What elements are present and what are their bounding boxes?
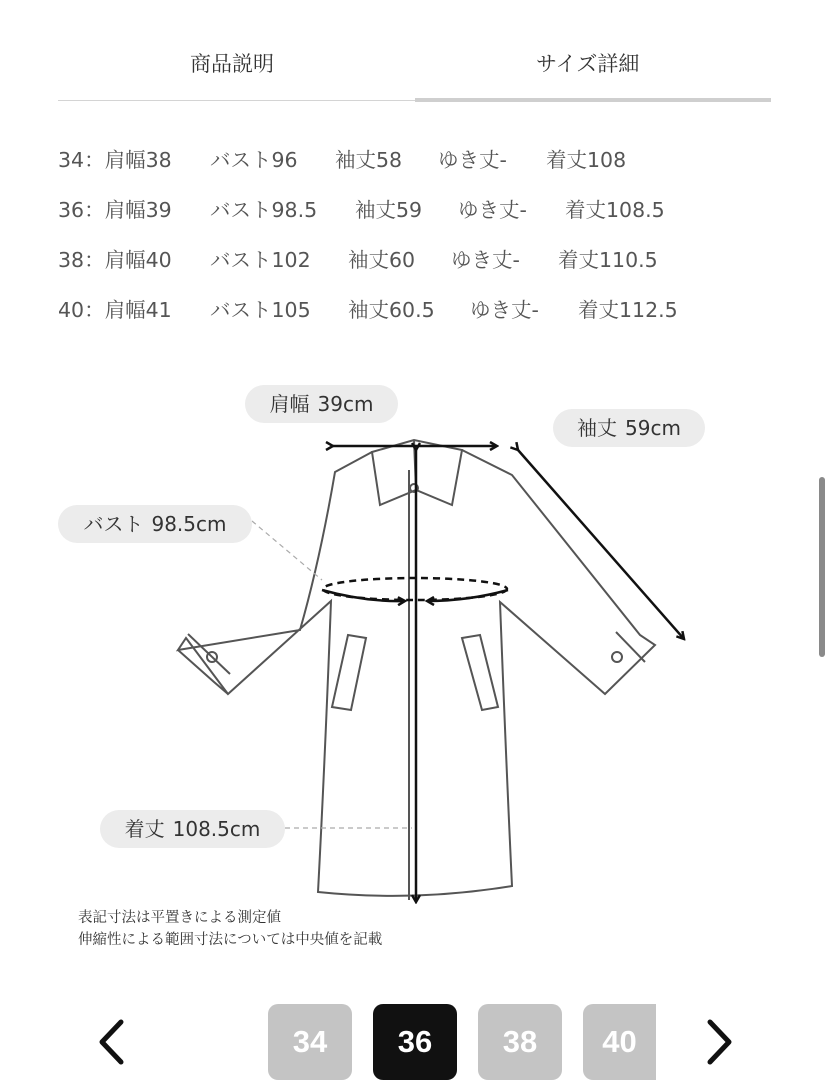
note-line: 伸縮性による範囲寸法については中央値を記載: [78, 932, 383, 948]
size-yuki: ゆき丈-: [470, 298, 539, 322]
size-sleeve: 袖丈59: [355, 198, 423, 222]
measurement-notes: [78, 907, 382, 951]
tab-divider: [58, 100, 415, 101]
size-sleeve: 袖丈60: [348, 248, 416, 272]
bust-label: バスト 98.5cm: [58, 505, 252, 543]
active-tab-indicator: [415, 98, 771, 102]
size-row: [58, 140, 798, 190]
size-bust: バスト105: [210, 298, 311, 322]
length-label: 着丈 108.5cm: [100, 810, 285, 848]
size-yuki: ゆき丈-: [451, 248, 520, 272]
coat-measurement-diagram: [0, 380, 830, 910]
size-row: [58, 290, 798, 340]
size-shoulder: 40：肩幅41: [58, 298, 172, 322]
scrollbar[interactable]: [819, 477, 825, 657]
chevron-left-icon[interactable]: [94, 1018, 128, 1066]
size-chip-36[interactable]: 36: [373, 1004, 457, 1080]
tab-product-description[interactable]: 商品説明: [190, 52, 274, 76]
size-selector: [0, 1004, 830, 1080]
size-chip-40[interactable]: 40: [583, 1004, 656, 1080]
tab-bar: [58, 0, 771, 102]
size-bust: バスト96: [210, 148, 298, 172]
size-table: [58, 140, 798, 340]
size-shoulder: 38：肩幅40: [58, 248, 172, 272]
size-yuki: ゆき丈-: [438, 148, 507, 172]
tab-size-details[interactable]: サイズ詳細: [536, 52, 640, 76]
size-shoulder: 34：肩幅38: [58, 148, 172, 172]
shoulder-label: 肩幅 39cm: [245, 385, 398, 423]
size-row: [58, 190, 798, 240]
size-chip-38[interactable]: 38: [478, 1004, 562, 1080]
size-row: [58, 240, 798, 290]
sleeve-label: 袖丈 59cm: [553, 409, 705, 447]
size-sleeve: 袖丈58: [335, 148, 403, 172]
size-yuki: ゆき丈-: [458, 198, 527, 222]
note-line: 表記寸法は平置きによる測定値: [78, 910, 281, 926]
size-length: 着丈108: [546, 148, 627, 172]
size-bust: バスト102: [210, 248, 311, 272]
sleeve-arrow: [518, 450, 684, 639]
size-bust: バスト98.5: [210, 198, 318, 222]
size-length: 着丈112.5: [578, 298, 678, 322]
size-length: 着丈110.5: [558, 248, 658, 272]
size-chip-34[interactable]: 34: [268, 1004, 352, 1080]
chevron-right-icon[interactable]: [703, 1018, 737, 1066]
size-sleeve: 袖丈60.5: [348, 298, 435, 322]
size-length: 着丈108.5: [565, 198, 665, 222]
size-shoulder: 36：肩幅39: [58, 198, 172, 222]
